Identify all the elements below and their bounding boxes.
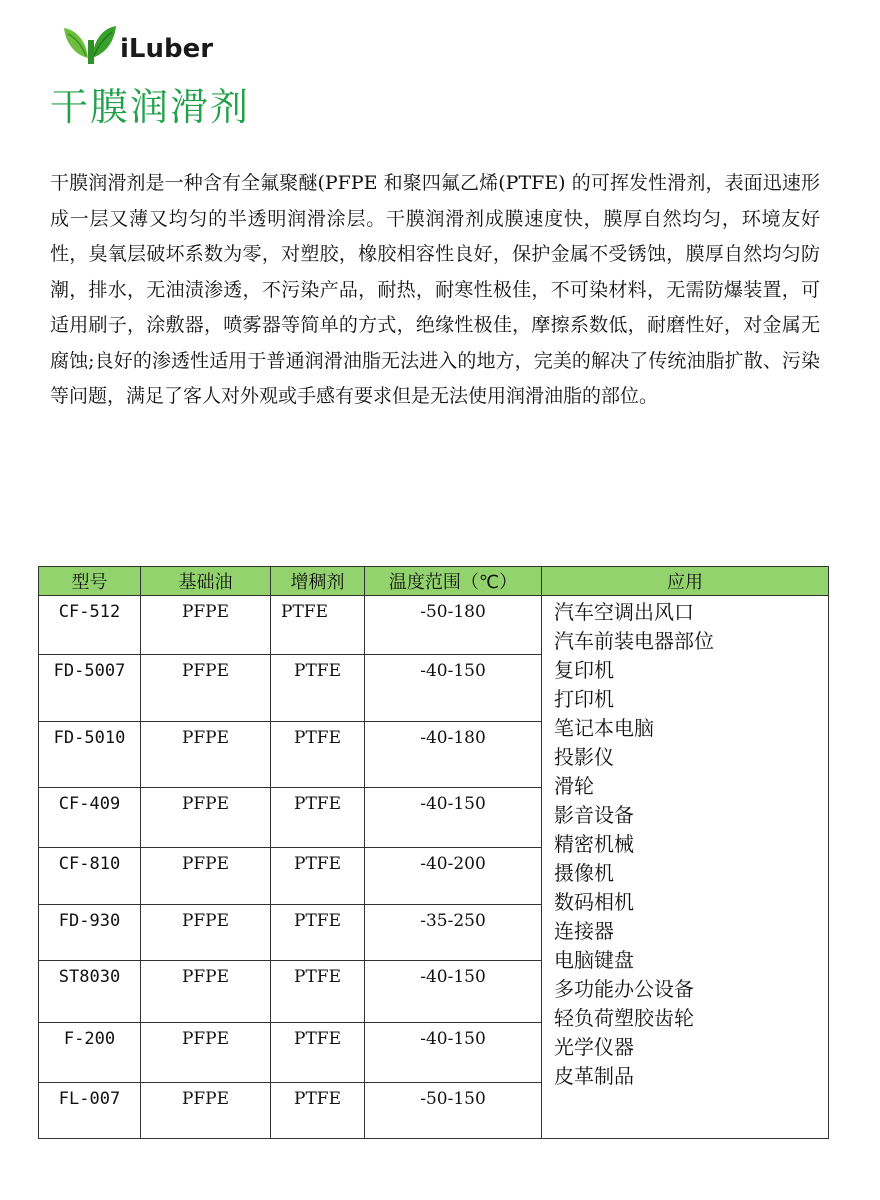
- cell-base-oil: PFPE: [141, 1023, 271, 1083]
- cell-model: FL-007: [39, 1083, 141, 1139]
- cell-model: FD-930: [39, 905, 141, 961]
- list-item: 摄像机: [554, 861, 614, 885]
- list-item: 多功能办公设备: [554, 977, 694, 1001]
- list-item: 轻负荷塑胶齿轮: [554, 1006, 694, 1030]
- cell-base-oil: PFPE: [141, 905, 271, 961]
- cell-base-oil: PFPE: [141, 655, 271, 722]
- cell-base-oil: PFPE: [141, 848, 271, 905]
- applications-list: [554, 596, 828, 1091]
- list-item: 笔记本电脑: [554, 716, 654, 740]
- header-thickener: 增稠剂: [271, 567, 365, 596]
- list-item: 汽车空调出风口: [554, 600, 694, 624]
- cell-temp-range: -40-150: [365, 788, 542, 848]
- cell-base-oil: PFPE: [141, 596, 271, 655]
- cell-applications: [542, 596, 829, 1139]
- list-item: 数码相机: [554, 890, 634, 914]
- cell-base-oil: PFPE: [141, 961, 271, 1023]
- cell-model: CF-409: [39, 788, 141, 848]
- list-item: 汽车前装电器部位: [554, 629, 714, 653]
- list-item: 电脑键盘: [554, 948, 634, 972]
- list-item: 皮革制品: [554, 1064, 634, 1088]
- header-base-oil: 基础油: [141, 567, 271, 596]
- cell-temp-range: -35-250: [365, 905, 542, 961]
- header-temp-range: 温度范围（℃）: [365, 567, 542, 596]
- list-item: 光学仪器: [554, 1035, 634, 1059]
- cell-temp-range: -40-150: [365, 1023, 542, 1083]
- cell-thickener: PTFE: [271, 961, 365, 1023]
- page-title: 干膜润滑剂: [50, 85, 251, 129]
- cell-temp-range: -50-150: [365, 1083, 542, 1139]
- header-model: 型号: [39, 567, 141, 596]
- list-item: 连接器: [554, 919, 614, 943]
- cell-thickener: PTFE: [271, 905, 365, 961]
- cell-thickener: PTFE: [271, 1023, 365, 1083]
- list-item: 投影仪: [554, 745, 614, 769]
- table-header-row: [39, 567, 829, 596]
- intro-paragraph: 干膜润滑剂是一种含有全氟聚醚(PFPE 和聚四氟乙烯(PTFE) 的可挥发性滑剂，表面迅速形成一层又薄又均匀的半透明润滑涂层。干膜润滑剂成膜速度快，膜厚自然均匀，环境友好性，臭氧层破坏系数为零，对塑胶，橡胶相容性良好，保护金属不受锈蚀，膜厚自然均匀防潮，排水，无油渍渗透，不污染产品，耐热，耐寒性极佳，不可染材料，无需防爆装置，可适用刷子，涂敷器，喷雾器等简单的方式，绝缘性极佳，摩擦系数低，耐磨性好，对金属无腐蚀;良好的渗透性适用于普通润滑油脂无法进入的地方，完美的解决了传统油脂扩散、污染等问题，满足了客人对外观或手感有要求但是无法使用润滑油脂的部位。: [50, 172, 820, 407]
- cell-base-oil: PFPE: [141, 722, 271, 788]
- brand-logo-text: iLuber: [120, 34, 214, 64]
- cell-thickener: PTFE: [271, 596, 365, 655]
- cell-thickener: PTFE: [271, 788, 365, 848]
- list-item: 滑轮: [554, 774, 594, 798]
- cell-thickener: PTFE: [271, 848, 365, 905]
- cell-thickener: PTFE: [271, 722, 365, 788]
- list-item: 打印机: [554, 687, 614, 711]
- leaf-logo-icon: [60, 20, 120, 66]
- cell-model: CF-810: [39, 848, 141, 905]
- product-spec-table: [38, 566, 829, 1139]
- cell-thickener: PTFE: [271, 1083, 365, 1139]
- logo: [60, 20, 235, 70]
- list-item: 影音设备: [554, 803, 634, 827]
- cell-model: ST8030: [39, 961, 141, 1023]
- header-application: 应用: [542, 567, 829, 596]
- cell-model: FD-5010: [39, 722, 141, 788]
- cell-model: F-200: [39, 1023, 141, 1083]
- table-row: [39, 596, 829, 655]
- cell-model: FD-5007: [39, 655, 141, 722]
- cell-model: CF-512: [39, 596, 141, 655]
- cell-temp-range: -40-150: [365, 655, 542, 722]
- list-item: 复印机: [554, 658, 614, 682]
- cell-temp-range: -40-200: [365, 848, 542, 905]
- cell-thickener: PTFE: [271, 655, 365, 722]
- cell-base-oil: PFPE: [141, 788, 271, 848]
- list-item: 精密机械: [554, 832, 634, 856]
- cell-temp-range: -40-150: [365, 961, 542, 1023]
- cell-temp-range: -40-180: [365, 722, 542, 788]
- cell-temp-range: -50-180: [365, 596, 542, 655]
- cell-base-oil: PFPE: [141, 1083, 271, 1139]
